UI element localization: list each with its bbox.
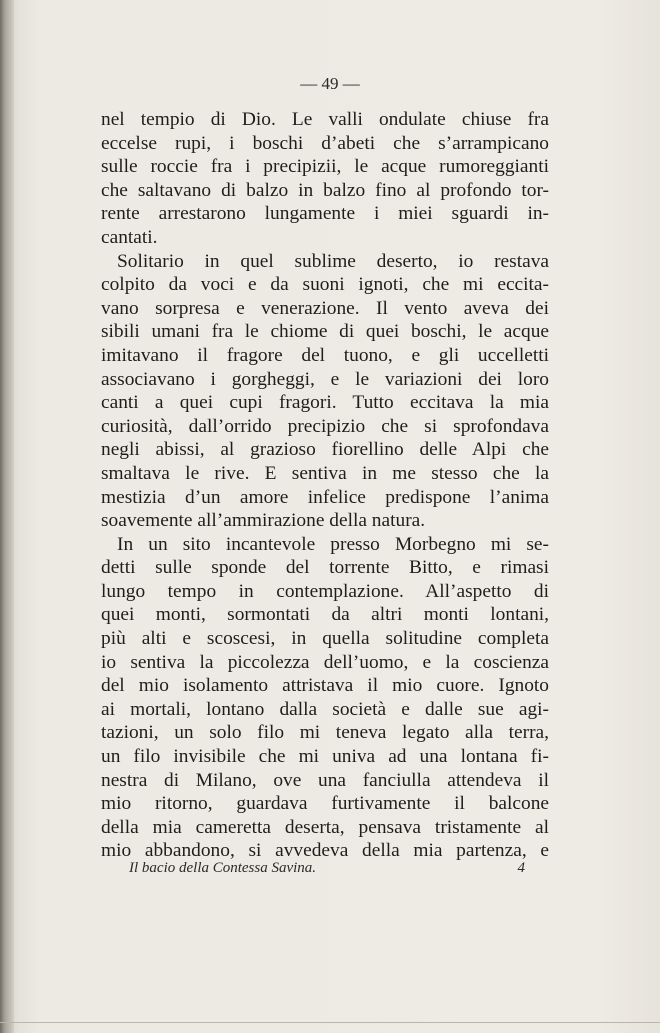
text-line: eccelse rupi, i boschi d’abeti che s’arrampicano bbox=[101, 132, 549, 154]
page-footer bbox=[129, 860, 525, 877]
text-line: smaltava le rive. E sentiva in me stesso che la bbox=[101, 462, 549, 484]
text-line: che saltavano di balzo in balzo fino al profondo tor- bbox=[101, 179, 549, 201]
text-line: tazioni, un solo filo mi teneva legato alla terra, bbox=[101, 722, 549, 744]
text-line: vano sorpresa e venerazione. Il vento aveva dei bbox=[101, 297, 549, 319]
text-line: mio abbandono, si avvedeva della mia partenza, e bbox=[101, 840, 549, 862]
text-line: mio ritorno, guardava furtivamente il balcone bbox=[101, 793, 549, 815]
text-line: un filo invisibile che mi univa ad una lontana fi- bbox=[101, 746, 549, 768]
text-line: colpito da voci e da suoni ignoti, che mi eccita- bbox=[101, 274, 549, 296]
text-line: associavano i gorgheggi, e le variazioni dei loro bbox=[101, 368, 549, 390]
page-number: — 49 — bbox=[300, 74, 360, 93]
text-line: sibili umani fra le chiome di quei boschi, le acque bbox=[101, 321, 549, 343]
text-line: sulle roccie fra i precipizii, le acque rumoreggianti bbox=[101, 156, 549, 178]
text-line: canti a quei cupi fragori. Tutto eccitava la mia bbox=[101, 392, 549, 414]
binding-edge bbox=[0, 0, 14, 1033]
text-line: soavemente all’ammirazione della natura. bbox=[101, 510, 426, 532]
text-line: imitavano il fragore del tuono, e gli uccelletti bbox=[101, 344, 549, 366]
text-line: cantati. bbox=[101, 226, 158, 248]
text-line: della mia cameretta deserta, pensava tristamente al bbox=[101, 816, 549, 838]
text-line: rente arrestarono lungamente i miei sguardi in- bbox=[101, 203, 549, 225]
text-line: io sentiva la piccolezza dell’uomo, e la coscienza bbox=[101, 651, 549, 673]
text-line: quei monti, sormontati da altri monti lontani, bbox=[101, 604, 549, 626]
text-line: Solitario in quel sublime deserto, io restava bbox=[117, 250, 549, 272]
text-line: lungo tempo in contemplazione. All’aspetto di bbox=[101, 580, 549, 602]
text-line: mestizia d’un amore infelice predispone l’anima bbox=[101, 486, 549, 508]
text-line: nel tempio di Dio. Le valli ondulate chiuse fra bbox=[101, 109, 549, 130]
text-line: nestra di Milano, ove una fanciulla attendeva il bbox=[101, 769, 549, 791]
text-line: più alti e scoscesi, in quella solitudine completa bbox=[101, 628, 549, 650]
text-line: In un sito incantevole presso Morbegno mi se- bbox=[117, 533, 549, 555]
text-line: curiosità, dall’orrido precipizio che si sprofondava bbox=[101, 415, 549, 437]
text-line: detti sulle sponde del torrente Bitto, e rimasi bbox=[101, 557, 549, 579]
signature-number: 4 bbox=[517, 860, 525, 876]
text-line: ai mortali, lontano dalla società e dalle sue agi- bbox=[101, 698, 549, 720]
body-text bbox=[101, 108, 549, 863]
text-line: del mio isolamento attristava il mio cuore. Ignoto bbox=[101, 675, 549, 697]
running-title: Il bacio della Contessa Savina. bbox=[129, 860, 317, 876]
page-edge-rule bbox=[0, 1022, 660, 1023]
text-line: negli abissi, al grazioso fiorellino delle Alpi che bbox=[101, 439, 549, 461]
